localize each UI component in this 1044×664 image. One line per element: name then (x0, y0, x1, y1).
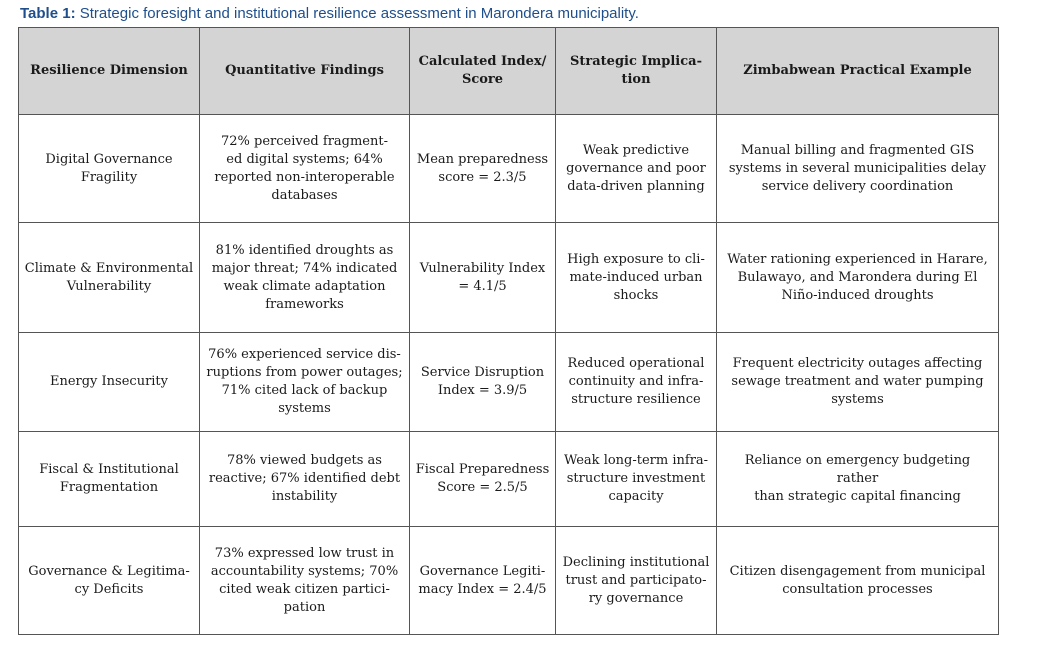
cell-findings: 81% identified droughts as major threat; 74% indicated weak climate adaptation frameworks (200, 223, 410, 333)
header-resilience-dimension: Resilience Dimension (19, 28, 200, 115)
cell-implication: Weak long-term infra- structure investment capacity (556, 432, 717, 527)
header-quantitative-findings: Quantitative Findings (200, 28, 410, 115)
cell-implication: Reduced operational continuity and infra- structure resilience (556, 333, 717, 432)
cell-index: Vulnerability Index = 4.1/5 (410, 223, 556, 333)
cell-findings: 76% experienced service dis- ruptions from power outages; 71% cited lack of backup systems (200, 333, 410, 432)
header-practical-example: Zimbabwean Practical Example (717, 28, 999, 115)
table-row (19, 223, 999, 333)
cell-example: Manual billing and fragmented GIS systems in several municipalities delay service delivery coordination (717, 115, 999, 223)
header-strategic-implication: Strategic Implica- tion (556, 28, 717, 115)
resilience-table (18, 27, 999, 635)
cell-dimension: Governance & Legitima- cy Deficits (19, 527, 200, 635)
cell-findings: 78% viewed budgets as reactive; 67% identified debt instability (200, 432, 410, 527)
cell-implication: Declining institutional trust and participato- ry governance (556, 527, 717, 635)
table-row (19, 527, 999, 635)
cell-example: Reliance on emergency budgeting rather than strategic capital financing (717, 432, 999, 527)
cell-dimension: Digital Governance Fragility (19, 115, 200, 223)
cell-dimension: Energy Insecurity (19, 333, 200, 432)
cell-dimension: Climate & Environmental Vulnerability (19, 223, 200, 333)
cell-index: Governance Legiti- macy Index = 2.4/5 (410, 527, 556, 635)
cell-example: Water rationing experienced in Harare, Bulawayo, and Marondera during El Niño-induced droughts (717, 223, 999, 333)
table-row (19, 333, 999, 432)
cell-index: Mean preparedness score = 2.3/5 (410, 115, 556, 223)
table-row (19, 115, 999, 223)
caption-label: Table 1: (20, 5, 76, 22)
caption-text: Strategic foresight and institutional resilience assessment in Marondera municipality. (75, 5, 639, 22)
header-calculated-index: Calculated Index/ Score (410, 28, 556, 115)
cell-index: Service Disruption Index = 3.9/5 (410, 333, 556, 432)
cell-findings: 73% expressed low trust in accountability systems; 70% cited weak citizen partici- pation (200, 527, 410, 635)
cell-dimension: Fiscal & Institutional Fragmentation (19, 432, 200, 527)
cell-example: Citizen disengagement from municipal consultation processes (717, 527, 999, 635)
cell-implication: Weak predictive governance and poor data-driven planning (556, 115, 717, 223)
table-header-row (19, 28, 999, 115)
table-caption (20, 4, 1030, 24)
cell-example: Frequent electricity outages affecting sewage treatment and water pumping systems (717, 333, 999, 432)
cell-index: Fiscal Preparedness Score = 2.5/5 (410, 432, 556, 527)
cell-implication: High exposure to cli- mate-induced urban shocks (556, 223, 717, 333)
table-row (19, 432, 999, 527)
cell-findings: 72% perceived fragment- ed digital systems; 64% reported non-interoperable databases (200, 115, 410, 223)
